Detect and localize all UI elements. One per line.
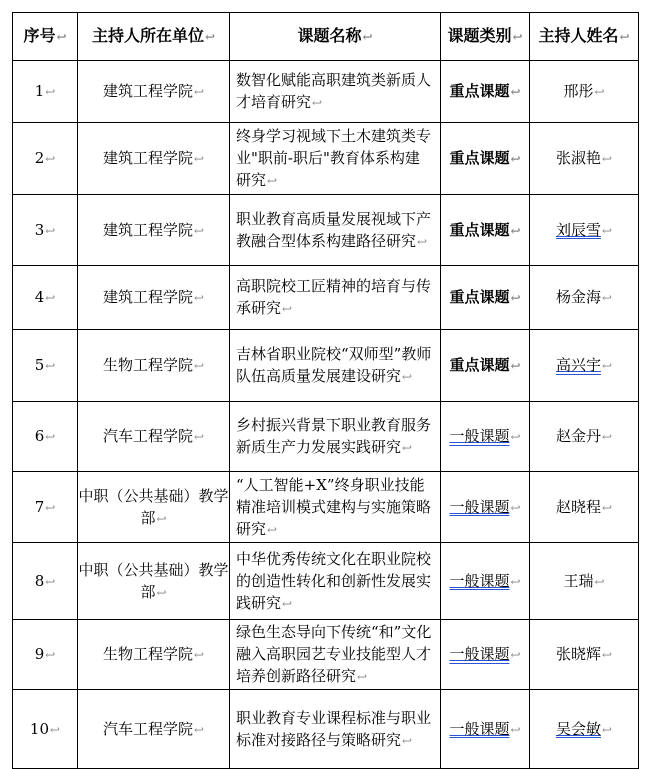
cell-host: 张淑艳↩ bbox=[530, 123, 639, 195]
cell-category: 重点课题↩ bbox=[441, 266, 530, 330]
cell-category: 一般课题↩ bbox=[441, 620, 530, 690]
table-row bbox=[13, 123, 639, 195]
table-row bbox=[13, 266, 639, 330]
table-row bbox=[13, 195, 639, 266]
table-row bbox=[13, 543, 639, 620]
cell-no: 5↩ bbox=[13, 330, 78, 402]
cell-host: 杨金海↩ bbox=[530, 266, 639, 330]
header-category: 课题类别↩ bbox=[441, 13, 530, 61]
project-table bbox=[12, 12, 639, 769]
cell-category: 一般课题↩ bbox=[441, 690, 530, 769]
cell-title: 中华优秀传统文化在职业院校的创造性转化和创新性发展实践研究↩ bbox=[230, 543, 441, 620]
cell-category: 重点课题↩ bbox=[441, 61, 530, 123]
cell-category: 重点课题↩ bbox=[441, 330, 530, 402]
table-row bbox=[13, 402, 639, 472]
cell-title: “人工智能+X”终身职业技能精准培训模式建构与实施策略研究↩ bbox=[230, 472, 441, 543]
cell-host: 刘辰雪↩ bbox=[530, 195, 639, 266]
cell-unit: 汽车工程学院↩ bbox=[78, 402, 230, 472]
cell-title: 绿色生态导向下传统“和”文化融入高职园艺专业技能型人才培养创新路径研究↩ bbox=[230, 620, 441, 690]
cell-no: 4↩ bbox=[13, 266, 78, 330]
cell-category: 一般课题↩ bbox=[441, 543, 530, 620]
cell-no: 2↩ bbox=[13, 123, 78, 195]
cell-host: 高兴宇↩ bbox=[530, 330, 639, 402]
table-row bbox=[13, 330, 639, 402]
header-no: 序号↩ bbox=[13, 13, 78, 61]
cell-title: 高职院校工匠精神的培育与传承研究↩ bbox=[230, 266, 441, 330]
cell-no: 9↩ bbox=[13, 620, 78, 690]
cell-unit: 建筑工程学院↩ bbox=[78, 123, 230, 195]
cell-host: 赵金丹↩ bbox=[530, 402, 639, 472]
cell-no: 7↩ bbox=[13, 472, 78, 543]
cell-no: 8↩ bbox=[13, 543, 78, 620]
table-row bbox=[13, 690, 639, 769]
cell-title: 数智化赋能高职建筑类新质人才培育研究↩ bbox=[230, 61, 441, 123]
cell-unit: 汽车工程学院↩ bbox=[78, 690, 230, 769]
cell-host: 张晓辉↩ bbox=[530, 620, 639, 690]
cell-host: 邢彤↩ bbox=[530, 61, 639, 123]
cell-unit: 建筑工程学院↩ bbox=[78, 61, 230, 123]
table-row bbox=[13, 620, 639, 690]
table-row bbox=[13, 472, 639, 543]
cell-category: 一般课题↩ bbox=[441, 472, 530, 543]
header-row bbox=[13, 13, 639, 61]
cell-title: 职业教育专业课程标准与职业标准对接路径与策略研究↩ bbox=[230, 690, 441, 769]
cell-no: 1↩ bbox=[13, 61, 78, 123]
cell-unit: 生物工程学院↩ bbox=[78, 330, 230, 402]
header-unit: 主持人所在单位↩ bbox=[78, 13, 230, 61]
cell-unit: 建筑工程学院↩ bbox=[78, 266, 230, 330]
cell-title: 终身学习视域下土木建筑类专业"职前-职后"教育体系构建研究↩ bbox=[230, 123, 441, 195]
cell-unit: 中职（公共基础）教学部↩ bbox=[78, 543, 230, 620]
cell-no: 6↩ bbox=[13, 402, 78, 472]
cell-title: 乡村振兴背景下职业教育服务新质生产力发展实践研究↩ bbox=[230, 402, 441, 472]
header-title: 课题名称↩ bbox=[230, 13, 441, 61]
cell-title: 吉林省职业院校“双师型”教师队伍高质量发展建设研究↩ bbox=[230, 330, 441, 402]
cell-title: 职业教育高质量发展视域下产教融合型体系构建路径研究↩ bbox=[230, 195, 441, 266]
cell-category: 一般课题↩ bbox=[441, 402, 530, 472]
cell-category: 重点课题↩ bbox=[441, 195, 530, 266]
cell-unit: 中职（公共基础）教学部↩ bbox=[78, 472, 230, 543]
cell-no: 3↩ bbox=[13, 195, 78, 266]
header-host: 主持人姓名↩ bbox=[530, 13, 639, 61]
cell-host: 吴会敏↩ bbox=[530, 690, 639, 769]
table-row bbox=[13, 61, 639, 123]
cell-host: 王瑞↩ bbox=[530, 543, 639, 620]
cell-category: 重点课题↩ bbox=[441, 123, 530, 195]
cell-host: 赵晓程↩ bbox=[530, 472, 639, 543]
cell-unit: 建筑工程学院↩ bbox=[78, 195, 230, 266]
cell-unit: 生物工程学院↩ bbox=[78, 620, 230, 690]
cell-no: 10↩ bbox=[13, 690, 78, 769]
